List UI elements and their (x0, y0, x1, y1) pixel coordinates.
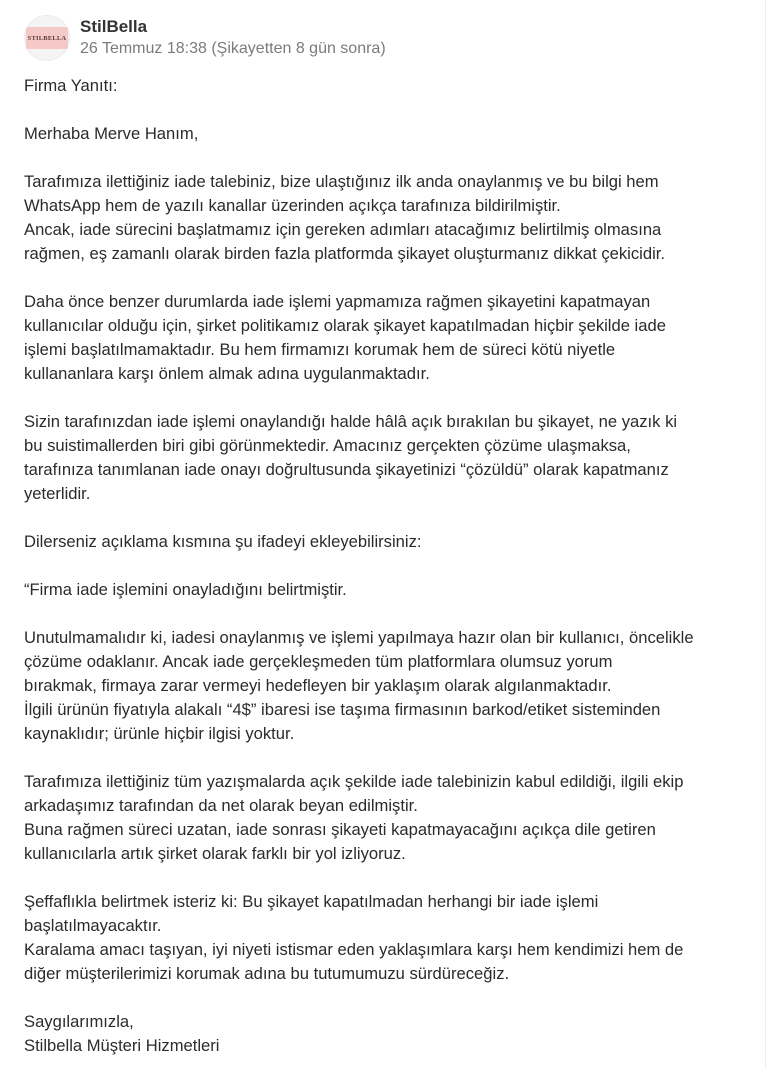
paragraph-gap (24, 386, 754, 410)
paragraph-gap (24, 602, 754, 626)
paragraph-line: Tarafımıza ilettiğiniz iade talebiniz, bize ulaştığınız ilk anda onaylanmış ve bu bilgi hem (24, 172, 659, 191)
paragraph-line: yeterlidir. (24, 484, 91, 503)
paragraph-gap (24, 554, 754, 578)
paragraph-line: Unutulmamalıdır ki, iadesi onaylanmış ve işlemi yapılmaya hazır olan bir kullanıcı, öncelikle (24, 628, 694, 647)
paragraph-gap (24, 986, 754, 1010)
paragraph-1 (24, 170, 754, 266)
company-name[interactable]: StilBella (80, 16, 148, 36)
paragraph-line: işlemi başlatılmamaktadır. Bu hem firmamızı korumak hem de süreci kötü niyetle (24, 340, 616, 359)
paragraph-6 (24, 626, 754, 746)
paragraph-line: kullanıcılarla artık şirket olarak farklı bir yol izliyoruz. (24, 844, 406, 863)
paragraph-line: tarafınıza tanımlanan iade onayı doğrultusunda şikayetinizi “çözüldü” olarak kapatmanız (24, 460, 669, 479)
paragraph-gap (24, 746, 754, 770)
paragraph-gap (24, 266, 754, 290)
paragraph-gap (24, 866, 754, 890)
paragraph-gap (24, 506, 754, 530)
paragraph-line: Tarafımıza ilettiğiniz tüm yazışmalarda açık şekilde iade talebinizin kabul edildiği, ilgili ekip (24, 772, 684, 791)
paragraph-line: Ancak, iade sürecini başlatmamız için gereken adımları atacağımız belirtilmiş olmasına (24, 220, 662, 239)
paragraph-line: arkadaşımız tarafından da net olarak beyan edilmiştir. (24, 796, 418, 815)
paragraph-line: Şeffaflıkla belirtmek isteriz ki: Bu şikayet kapatılmadan herhangi bir iade işlemi (24, 892, 599, 911)
paragraph-line: diğer müşterilerimizi korumak adına bu tutumumuzu sürdüreceğiz. (24, 964, 510, 983)
paragraph-gap (24, 98, 754, 122)
paragraph-line: WhatsApp hem de yazılı kanallar üzerinden açıkça tarafınıza bildirilmiştir. (24, 196, 561, 215)
reply-closing: Saygılarımızla, (24, 1012, 134, 1031)
paragraph-line: Daha önce benzer durumlarda iade işlemi yapmamıza rağmen şikayetini kapatmayan (24, 292, 651, 311)
paragraph-line: Karalama amacı taşıyan, iyi niyeti istismar eden yaklaşımlara karşı hem kendimizi hem de (24, 940, 684, 959)
paragraph-7 (24, 770, 754, 866)
paragraph-line: Buna rağmen süreci uzatan, iade sonrası şikayeti kapatmayacağını açıkça dile getiren (24, 820, 656, 839)
logo-text: STILBELLA (27, 34, 67, 42)
paragraph-line: kullananlara karşı önlem almak adına uygulanmaktadır. (24, 364, 430, 383)
paragraph-line: çözüme odaklanır. Ancak iade gerçekleşmeden tüm platformlara olumsuz yorum (24, 652, 613, 671)
reply-label: Firma Yanıtı: (24, 76, 118, 95)
paragraph-line: rağmen, eş zamanlı olarak birden fazla platformda şikayet oluşturmanız dikkat çekicidir. (24, 244, 665, 263)
paragraph-line: İlgili ürünün fiyatıyla alakalı “4$” ibaresi ise taşıma firmasının barkod/etiket sisteminden (24, 700, 661, 719)
stilbella-logo (26, 27, 68, 49)
paragraph-line: başlatılmayacaktır. (24, 916, 162, 935)
paragraph-line: bırakmak, firmaya zarar vermeyi hedefleyen bir yaklaşım olarak algılanmaktadır. (24, 676, 612, 695)
paragraph-gap (24, 146, 754, 170)
reply-header (24, 14, 386, 62)
paragraph-8 (24, 890, 754, 986)
paragraph-line: kaynaklıdır; ürünle hiçbir ilgisi yoktur. (24, 724, 295, 743)
company-avatar[interactable] (24, 15, 70, 61)
paragraph-line: bu suistimallerden biri gibi görünmektedir. Amacınız gerçekten çözüme ulaşmaksa, (24, 436, 631, 455)
paragraph-4: Dilerseniz açıklama kısmına şu ifadeyi ekleyebilirsiniz: (24, 532, 422, 551)
paragraph-line: Sizin tarafınızdan iade işlemi onaylandığı halde hâlâ açık bırakılan bu şikayet, ne yazık ki (24, 412, 678, 431)
reply-timestamp: 26 Temmuz 18:38 (Şikayetten 8 gün sonra) (80, 39, 386, 57)
paragraph-5-quote: “Firma iade işlemini onayladığını belirtmiştir. (24, 580, 347, 599)
reply-signature: Stilbella Müşteri Hizmetleri (24, 1036, 220, 1055)
paragraph-3 (24, 410, 754, 506)
reply-greeting: Merhaba Merve Hanım, (24, 124, 199, 143)
reply-body (24, 74, 754, 1058)
paragraph-line: kullanıcılar olduğu için, şirket politikamız olarak şikayet kapatılmadan hiçbir şekilde iade (24, 316, 666, 335)
paragraph-2 (24, 290, 754, 386)
reply-meta (80, 17, 386, 60)
